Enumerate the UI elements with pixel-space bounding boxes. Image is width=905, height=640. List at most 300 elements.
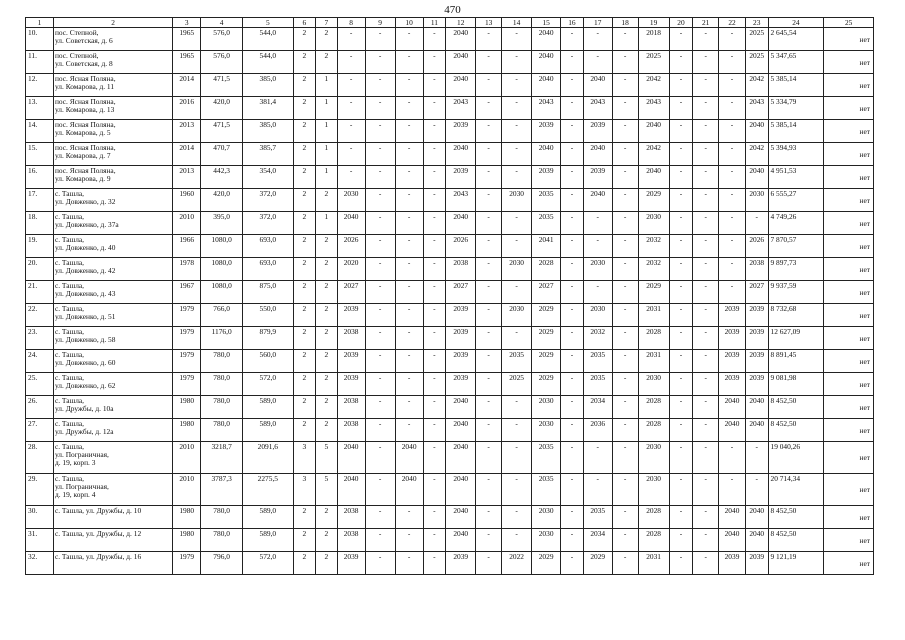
table-cell: 2028 xyxy=(638,529,669,552)
table-cell: - xyxy=(365,166,395,189)
table-cell: 780,0 xyxy=(201,529,243,552)
table-cell: 2031 xyxy=(638,552,669,575)
row-index-cell: 22. xyxy=(26,304,54,327)
table-cell: 2032 xyxy=(638,258,669,281)
table-cell: - xyxy=(561,506,584,529)
table-cell: - xyxy=(612,552,638,575)
table-cell: 2035 xyxy=(532,442,561,474)
table-cell: 2040 xyxy=(745,419,768,442)
table-cell: 589,0 xyxy=(243,529,294,552)
table-cell: 2 xyxy=(293,28,316,51)
table-cell: - xyxy=(365,442,395,474)
table-cell: - xyxy=(365,281,395,304)
note-cell: нет xyxy=(824,28,874,51)
table-cell: 2091,6 xyxy=(243,442,294,474)
table-cell: - xyxy=(423,212,446,235)
table-cell: 2039 xyxy=(719,552,746,575)
table-cell: 2040 xyxy=(446,419,476,442)
table-cell: - xyxy=(583,212,612,235)
table-cell: 2030 xyxy=(638,474,669,506)
table-cell: 2043 xyxy=(638,97,669,120)
table-cell: - xyxy=(502,281,532,304)
table-cell: - xyxy=(612,304,638,327)
cost-cell: 8 732,68 xyxy=(768,304,824,327)
table-cell: 2013 xyxy=(173,166,201,189)
table-cell: - xyxy=(502,529,532,552)
note-cell: нет xyxy=(824,529,874,552)
table-cell: 2039 xyxy=(337,373,365,396)
column-number-15: 15 xyxy=(532,18,561,28)
row-index-cell: 32. xyxy=(26,552,54,575)
table-cell: - xyxy=(423,442,446,474)
table-cell: 2 xyxy=(293,74,316,97)
table-cell: - xyxy=(423,281,446,304)
table-cell: - xyxy=(561,396,584,419)
table-cell: 780,0 xyxy=(201,373,243,396)
table-cell: - xyxy=(693,373,719,396)
table-cell: - xyxy=(423,350,446,373)
table-cell: 1080,0 xyxy=(201,235,243,258)
table-cell: - xyxy=(612,327,638,350)
table-cell: 2039 xyxy=(337,350,365,373)
row-index-cell: 16. xyxy=(26,166,54,189)
row-index-cell: 19. xyxy=(26,235,54,258)
table-cell: - xyxy=(583,442,612,474)
table-cell: - xyxy=(669,51,693,74)
table-cell: - xyxy=(561,143,584,166)
table-cell: 2040 xyxy=(745,506,768,529)
table-cell: - xyxy=(561,74,584,97)
table-cell: - xyxy=(561,552,584,575)
table-cell: - xyxy=(669,419,693,442)
row-index-cell: 15. xyxy=(26,143,54,166)
table-cell: 2 xyxy=(316,506,337,529)
table-cell: 2040 xyxy=(638,166,669,189)
table-cell: - xyxy=(719,189,746,212)
note-cell: нет xyxy=(824,74,874,97)
table-cell: 2035 xyxy=(583,350,612,373)
table-cell: - xyxy=(365,327,395,350)
note-cell: нет xyxy=(824,304,874,327)
cost-cell: 2 645,54 xyxy=(768,28,824,51)
table-cell: - xyxy=(395,552,423,575)
table-cell: - xyxy=(561,327,584,350)
table-cell: 1 xyxy=(316,143,337,166)
table-cell: - xyxy=(693,327,719,350)
table-cell: - xyxy=(693,28,719,51)
table-cell: 420,0 xyxy=(201,97,243,120)
data-table xyxy=(25,17,874,575)
table-cell: - xyxy=(365,120,395,143)
table-cell: 2043 xyxy=(532,97,561,120)
table-cell: - xyxy=(395,235,423,258)
table-cell: 2 xyxy=(293,529,316,552)
table-row xyxy=(26,304,874,327)
row-index-cell: 18. xyxy=(26,212,54,235)
table-cell: - xyxy=(719,74,746,97)
table-cell: - xyxy=(669,442,693,474)
address-cell: пос. Ясная Поляна, ул. Комарова, д. 13 xyxy=(53,97,172,120)
table-cell: - xyxy=(669,189,693,212)
table-cell: 2025 xyxy=(638,51,669,74)
table-cell: - xyxy=(476,350,502,373)
table-cell: 2040 xyxy=(446,28,476,51)
table-cell: - xyxy=(365,51,395,74)
table-cell: 2 xyxy=(293,506,316,529)
cost-cell: 4 749,26 xyxy=(768,212,824,235)
table-cell: 5 xyxy=(316,442,337,474)
table-cell: 1965 xyxy=(173,51,201,74)
table-cell: 2 xyxy=(293,396,316,419)
row-index-cell: 27. xyxy=(26,419,54,442)
table-cell: - xyxy=(693,212,719,235)
table-cell: - xyxy=(693,304,719,327)
table-cell: 2039 xyxy=(337,552,365,575)
column-number-3: 3 xyxy=(173,18,201,28)
column-number-row xyxy=(26,18,874,28)
table-cell: 2013 xyxy=(173,120,201,143)
table-cell: 2040 xyxy=(745,120,768,143)
table-cell: 3787,3 xyxy=(201,474,243,506)
table-cell: - xyxy=(669,373,693,396)
table-cell: - xyxy=(365,552,395,575)
table-cell: - xyxy=(365,212,395,235)
table-cell: - xyxy=(693,120,719,143)
table-row xyxy=(26,235,874,258)
table-row xyxy=(26,281,874,304)
note-cell: нет xyxy=(824,442,874,474)
table-row xyxy=(26,258,874,281)
table-cell: - xyxy=(561,373,584,396)
cost-cell: 5 385,14 xyxy=(768,120,824,143)
table-cell: - xyxy=(423,51,446,74)
row-index-cell: 30. xyxy=(26,506,54,529)
table-cell: - xyxy=(365,304,395,327)
table-cell: - xyxy=(612,28,638,51)
table-cell: 2029 xyxy=(532,350,561,373)
table-cell: - xyxy=(395,258,423,281)
table-cell: - xyxy=(561,281,584,304)
table-cell: 2039 xyxy=(446,120,476,143)
note-cell: нет xyxy=(824,506,874,529)
table-cell: 2040 xyxy=(395,442,423,474)
table-cell: 2042 xyxy=(638,143,669,166)
table-cell: 2032 xyxy=(638,235,669,258)
table-cell: 1966 xyxy=(173,235,201,258)
table-cell: - xyxy=(502,419,532,442)
table-cell: - xyxy=(395,350,423,373)
table-cell: 2035 xyxy=(532,212,561,235)
table-cell: 2040 xyxy=(446,396,476,419)
table-cell: 5 xyxy=(316,474,337,506)
table-cell: 2040 xyxy=(745,396,768,419)
table-cell: - xyxy=(745,212,768,235)
table-cell: 372,0 xyxy=(243,212,294,235)
table-cell: - xyxy=(502,97,532,120)
table-cell: 693,0 xyxy=(243,235,294,258)
table-cell: - xyxy=(669,166,693,189)
table-cell: - xyxy=(365,419,395,442)
table-row xyxy=(26,350,874,373)
table-cell: - xyxy=(476,529,502,552)
table-cell: 560,0 xyxy=(243,350,294,373)
table-cell: - xyxy=(612,529,638,552)
table-cell: - xyxy=(395,506,423,529)
table-cell: - xyxy=(423,258,446,281)
table-row xyxy=(26,51,874,74)
table-cell: - xyxy=(745,474,768,506)
table-cell: 589,0 xyxy=(243,506,294,529)
table-cell: - xyxy=(395,166,423,189)
table-cell: - xyxy=(719,120,746,143)
table-cell: - xyxy=(423,396,446,419)
table-cell: 1979 xyxy=(173,552,201,575)
table-cell: 2014 xyxy=(173,143,201,166)
table-cell: 2041 xyxy=(532,235,561,258)
table-cell: 1 xyxy=(316,120,337,143)
row-index-cell: 20. xyxy=(26,258,54,281)
note-cell: нет xyxy=(824,350,874,373)
note-cell: нет xyxy=(824,474,874,506)
table-cell: - xyxy=(693,529,719,552)
table-cell: - xyxy=(583,51,612,74)
table-cell: 2 xyxy=(316,189,337,212)
table-cell: - xyxy=(476,281,502,304)
table-cell: 2039 xyxy=(446,166,476,189)
column-number-17: 17 xyxy=(583,18,612,28)
column-number-23: 23 xyxy=(745,18,768,28)
table-cell: - xyxy=(395,120,423,143)
table-cell: - xyxy=(365,373,395,396)
column-number-2: 2 xyxy=(53,18,172,28)
table-cell: - xyxy=(395,28,423,51)
table-cell: 2 xyxy=(293,97,316,120)
table-cell: - xyxy=(423,97,446,120)
table-cell: 2042 xyxy=(638,74,669,97)
table-cell: 2040 xyxy=(446,442,476,474)
table-cell: 2030 xyxy=(745,189,768,212)
table-cell: 572,0 xyxy=(243,373,294,396)
table-cell: - xyxy=(719,212,746,235)
address-cell: с. Ташла, ул. Пограничная, д. 19, корп. 4 xyxy=(53,474,172,506)
table-cell: 589,0 xyxy=(243,396,294,419)
table-cell: 2029 xyxy=(532,373,561,396)
table-cell: - xyxy=(337,143,365,166)
table-cell: - xyxy=(693,506,719,529)
table-cell: 2014 xyxy=(173,74,201,97)
table-cell: 2040 xyxy=(532,143,561,166)
table-row xyxy=(26,74,874,97)
table-cell: 1080,0 xyxy=(201,258,243,281)
table-cell: - xyxy=(719,97,746,120)
cost-cell: 5 347,65 xyxy=(768,51,824,74)
table-cell: - xyxy=(395,143,423,166)
table-cell: - xyxy=(365,74,395,97)
table-cell: 2030 xyxy=(638,442,669,474)
table-cell: - xyxy=(395,281,423,304)
table-cell: 2 xyxy=(293,281,316,304)
column-number-24: 24 xyxy=(768,18,824,28)
table-cell: - xyxy=(476,74,502,97)
table-cell: 2 xyxy=(293,552,316,575)
table-cell: 2035 xyxy=(502,350,532,373)
table-row xyxy=(26,327,874,350)
table-cell: 2039 xyxy=(532,120,561,143)
table-cell: - xyxy=(561,166,584,189)
table-cell: 471,5 xyxy=(201,120,243,143)
table-cell: - xyxy=(476,97,502,120)
table-cell: - xyxy=(612,166,638,189)
table-cell: 2040 xyxy=(532,28,561,51)
table-cell: 780,0 xyxy=(201,506,243,529)
table-cell: - xyxy=(612,189,638,212)
table-cell: - xyxy=(423,74,446,97)
table-cell: - xyxy=(365,529,395,552)
cost-cell: 5 394,93 xyxy=(768,143,824,166)
note-cell: нет xyxy=(824,51,874,74)
table-cell: 1 xyxy=(316,97,337,120)
address-cell: с. Ташла, ул. Дружбы, д. 12а xyxy=(53,419,172,442)
table-cell: - xyxy=(395,396,423,419)
table-cell: - xyxy=(365,97,395,120)
column-number-16: 16 xyxy=(561,18,584,28)
table-cell: - xyxy=(693,235,719,258)
table-cell: 395,0 xyxy=(201,212,243,235)
row-index-cell: 14. xyxy=(26,120,54,143)
table-cell: 2043 xyxy=(745,97,768,120)
table-cell: - xyxy=(561,258,584,281)
table-row xyxy=(26,442,874,474)
row-index-cell: 23. xyxy=(26,327,54,350)
table-cell: - xyxy=(502,474,532,506)
table-cell: - xyxy=(476,166,502,189)
table-cell: - xyxy=(669,304,693,327)
table-cell: 2 xyxy=(293,166,316,189)
table-cell: 2027 xyxy=(446,281,476,304)
note-cell: нет xyxy=(824,552,874,575)
table-cell: - xyxy=(423,120,446,143)
row-index-cell: 25. xyxy=(26,373,54,396)
table-cell: - xyxy=(612,350,638,373)
table-cell: 2030 xyxy=(337,189,365,212)
table-cell: - xyxy=(693,474,719,506)
table-cell: 2 xyxy=(293,235,316,258)
table-cell: 420,0 xyxy=(201,189,243,212)
table-cell: - xyxy=(669,474,693,506)
table-cell: 354,0 xyxy=(243,166,294,189)
table-cell: - xyxy=(476,552,502,575)
table-cell: 780,0 xyxy=(201,350,243,373)
table-cell: 2030 xyxy=(532,419,561,442)
table-cell: - xyxy=(745,442,768,474)
table-cell: - xyxy=(395,74,423,97)
table-cell: - xyxy=(423,506,446,529)
table-cell: 2038 xyxy=(745,258,768,281)
table-cell: - xyxy=(612,74,638,97)
note-cell: нет xyxy=(824,166,874,189)
table-cell: 2039 xyxy=(719,304,746,327)
note-cell: нет xyxy=(824,143,874,166)
table-cell: - xyxy=(693,258,719,281)
table-cell: 2020 xyxy=(337,258,365,281)
address-cell: с. Ташла, ул. Довженко, д. 62 xyxy=(53,373,172,396)
address-cell: пос. Ясная Поляна, ул. Комарова, д. 5 xyxy=(53,120,172,143)
table-cell: 2039 xyxy=(719,373,746,396)
table-cell: 2038 xyxy=(446,258,476,281)
table-cell: - xyxy=(669,281,693,304)
table-cell: - xyxy=(561,419,584,442)
table-cell: 1960 xyxy=(173,189,201,212)
table-cell: 2039 xyxy=(745,304,768,327)
table-cell: - xyxy=(337,51,365,74)
table-cell: 2040 xyxy=(395,474,423,506)
table-cell: - xyxy=(669,327,693,350)
table-cell: - xyxy=(561,350,584,373)
table-cell: - xyxy=(365,258,395,281)
table-cell: - xyxy=(476,442,502,474)
table-cell: 2026 xyxy=(337,235,365,258)
table-cell: - xyxy=(693,166,719,189)
table-cell: 1 xyxy=(316,74,337,97)
table-cell: 2030 xyxy=(532,506,561,529)
table-cell: - xyxy=(476,373,502,396)
table-cell: 2039 xyxy=(719,327,746,350)
table-cell: 875,0 xyxy=(243,281,294,304)
note-cell: нет xyxy=(824,281,874,304)
table-cell: - xyxy=(423,28,446,51)
address-cell: с. Ташла, ул. Пограничная, д. 19, корп. 3 xyxy=(53,442,172,474)
table-row xyxy=(26,28,874,51)
table-cell: - xyxy=(423,373,446,396)
table-cell: - xyxy=(669,506,693,529)
table-cell: - xyxy=(693,442,719,474)
table-cell: - xyxy=(561,28,584,51)
table-cell: 2030 xyxy=(502,189,532,212)
table-cell: - xyxy=(423,327,446,350)
table-cell: - xyxy=(365,189,395,212)
cost-cell: 9 897,73 xyxy=(768,258,824,281)
note-cell: нет xyxy=(824,235,874,258)
table-cell: - xyxy=(476,258,502,281)
column-number-7: 7 xyxy=(316,18,337,28)
table-cell: - xyxy=(719,474,746,506)
note-cell: нет xyxy=(824,120,874,143)
table-cell: 2 xyxy=(316,51,337,74)
column-number-11: 11 xyxy=(423,18,446,28)
table-cell: - xyxy=(719,235,746,258)
table-cell: - xyxy=(719,442,746,474)
table-cell: 2032 xyxy=(583,327,612,350)
table-cell: - xyxy=(476,120,502,143)
table-cell: 2040 xyxy=(446,212,476,235)
note-cell: нет xyxy=(824,396,874,419)
column-number-18: 18 xyxy=(612,18,638,28)
cost-cell: 9 937,59 xyxy=(768,281,824,304)
table-cell: 1176,0 xyxy=(201,327,243,350)
table-cell: - xyxy=(612,281,638,304)
address-cell: пос. Ясная Поляна, ул. Комарова, д. 7 xyxy=(53,143,172,166)
table-cell: - xyxy=(476,143,502,166)
table-cell: - xyxy=(612,442,638,474)
table-cell: - xyxy=(337,28,365,51)
table-cell: 1979 xyxy=(173,327,201,350)
table-cell: 2 xyxy=(293,212,316,235)
table-cell: 2 xyxy=(293,189,316,212)
table-cell: 2 xyxy=(316,552,337,575)
table-cell: 780,0 xyxy=(201,396,243,419)
table-cell: 544,0 xyxy=(243,51,294,74)
table-row xyxy=(26,506,874,529)
